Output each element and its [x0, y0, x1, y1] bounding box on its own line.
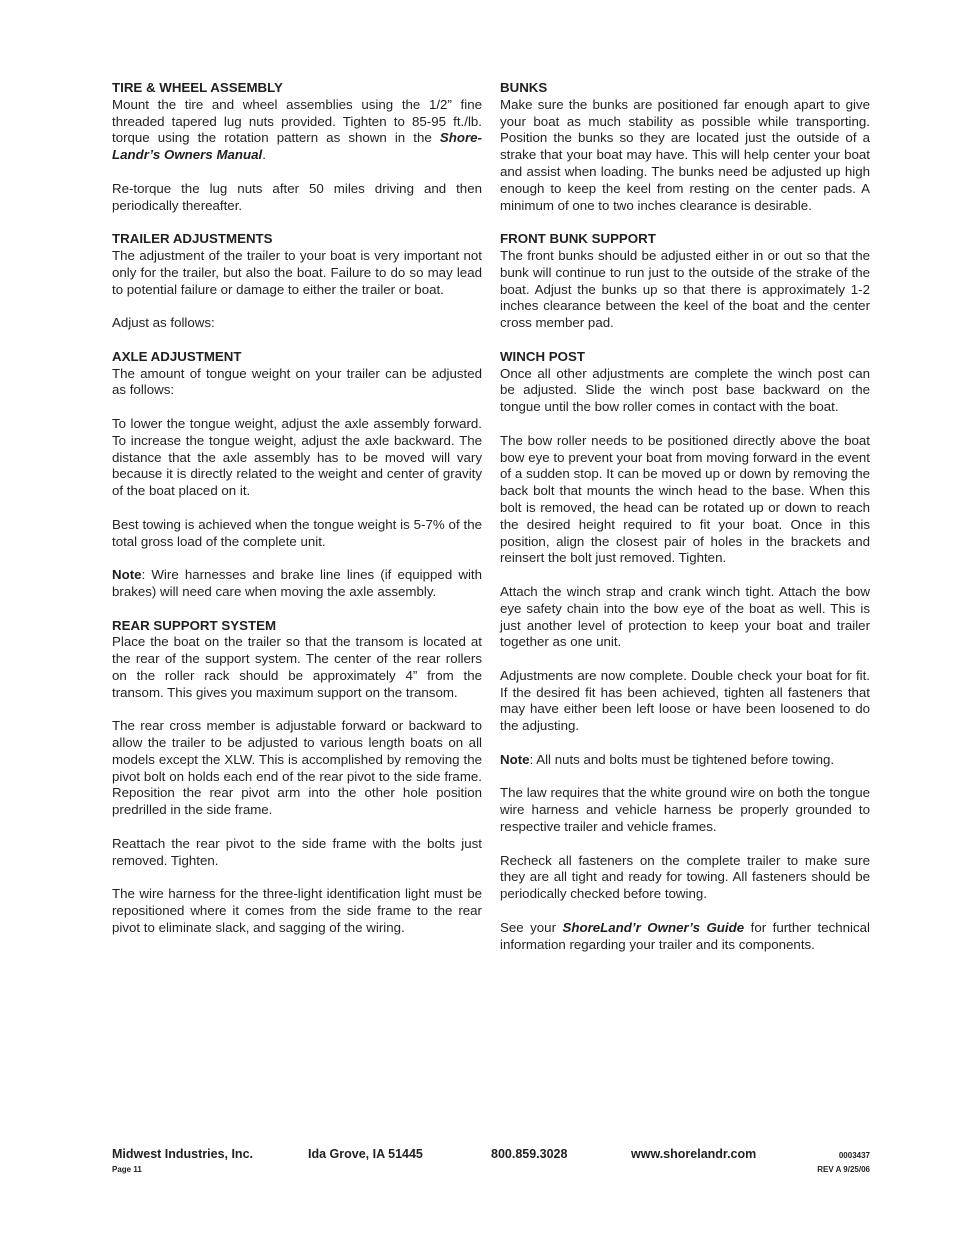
front-bunk-section	[500, 231, 870, 332]
bunks-paragraph-1: Make sure the bunks are positioned far enough apart to give your boat as much stability as possible while transporting. Position the bunks so they are located just the outside of a strake that your boat may have. This will help center your boat and assist when loading. The bunks need be adjusted up high enough to keep the keel from resting on the center pads. A minimum of one to two inches clearance is desirable.	[500, 96, 870, 213]
rear-support-paragraph-1: Place the boat on the trailer so that the transom is located at the rear of the support system. The center of the rear rollers on the roller rack should be approximately 4” from the transom. This gives you maximum support on the transom.	[112, 634, 482, 700]
rear-support-heading: REAR SUPPORT SYSTEM	[112, 617, 277, 633]
page-footer	[112, 1147, 870, 1177]
trailer-adjustments-paragraph-2: Adjust as follows:	[112, 315, 215, 331]
trailer-adjustments-section	[112, 231, 482, 332]
tire-wheel-paragraph-2: Re-torque the lug nuts after 50 miles driving and then periodically thereafter.	[112, 180, 482, 213]
axle-paragraph-2: To lower the tongue weight, adjust the axle assembly forward. To increase the tongue weight, adjust the axle backward. The distance that the axle assembly has to be moved will vary because it is directly related to the weight and center of gravity of the boat placed on it.	[112, 415, 482, 499]
winch-paragraph-5: The law requires that the white ground wire on both the tongue wire harness and vehicle harness be properly grounded to respective trailer and vehicle frames.	[500, 785, 870, 835]
winch-note	[500, 752, 870, 769]
winch-paragraph-1: Once all other adjustments are complete the winch post can be adjusted. Slide the winch post base backward on the tongue until the bow roller comes in contact with the boat.	[500, 365, 870, 415]
winch-paragraph-6: Recheck all fasteners on the complete trailer to make sure they are all tight and ready for towing. All fasteners should be periodically checked before towing.	[500, 852, 870, 902]
tire-wheel-text: Mount the tire and wheel assemblies using the 1/2” fine threaded tapered lug nuts provided. Tighten to 85-95 ft./lb. torque using the rotation pattern as shown in the	[112, 96, 482, 146]
winch-paragraph-7	[500, 920, 870, 954]
owners-guide-reference: ShoreLand’r Owner’s Guide	[562, 919, 745, 935]
footer-company: Midwest Industries, Inc.	[112, 1147, 253, 1161]
left-column	[112, 80, 482, 953]
axle-note-text: : Wire harnesses and brake line lines (if equipped with brakes) will need care when moving the axle assembly.	[112, 567, 482, 599]
winch-post-heading: WINCH POST	[500, 348, 585, 364]
further-info-text: for further technical information regarding your trailer and its components.	[500, 919, 871, 952]
axle-adjustment-section	[112, 349, 482, 601]
footer-revision: REV A 9/25/06	[817, 1165, 870, 1174]
tire-wheel-section	[112, 80, 482, 214]
owners-manual-reference: Shore-Landr’s Owners Manual	[112, 130, 482, 163]
axle-note-label: Note	[112, 567, 142, 583]
rear-support-paragraph-2: The rear cross member is adjustable forward or backward to allow the trailer to be adjusted to various length boats on all models except the XLW. This is accomplished by removing the pivot bolt on holds each end of the rear pivot to the side frame. Reposition the rear pivot arm into the other hole position predrilled in the side frame.	[112, 718, 482, 818]
winch-paragraph-4: Adjustments are now complete. Double check your boat for fit. If the desired fit has been achieved, tighten all fasteners that may have either been left loose or have been loosened to do the adjusting.	[500, 667, 870, 734]
rear-support-section	[112, 618, 482, 937]
footer-page-number: Page 11	[112, 1165, 142, 1174]
axle-paragraph-3: Best towing is achieved when the tongue weight is 5-7% of the total gross load of the complete unit.	[112, 516, 482, 549]
footer-phone: 800.859.3028	[491, 1147, 568, 1161]
winch-post-section	[500, 349, 870, 954]
footer-contact-row	[112, 1147, 870, 1165]
footer-city: Ida Grove, IA 51445	[308, 1147, 423, 1161]
trailer-adjustments-paragraph-1: The adjustment of the trailer to your boat is very important not only for the trailer, but also the boat. Failure to do so may lead to potential failure or damage to either the trailer or boat.	[112, 247, 482, 297]
tire-wheel-paragraph-1	[112, 97, 482, 164]
tire-wheel-heading: TIRE & WHEEL ASSEMBLY	[112, 80, 283, 95]
axle-paragraph-1: The amount of tongue weight on your trailer can be adjusted as follows:	[112, 365, 482, 398]
bunks-section	[500, 80, 870, 214]
rear-support-paragraph-4: The wire harness for the three-light identification light must be repositioned where it comes from the side frame to the rear pivot to eliminate slack, and sagging of the wiring.	[112, 886, 482, 935]
winch-paragraph-3: Attach the winch strap and crank winch tight. Attach the bow eye safety chain into the bow eye of the boat as well. This is just another level of protection to keep your boat and trailer together as one unit.	[500, 583, 870, 650]
front-bunk-heading: FRONT BUNK SUPPORT	[500, 231, 656, 247]
bunks-heading: BUNKS	[500, 80, 548, 95]
axle-adjustment-heading: AXLE ADJUSTMENT	[112, 348, 242, 364]
winch-paragraph-2: The bow roller needs to be positioned directly above the boat bow eye to prevent your boat from moving forward in the event of a sudden stop. It can be moved up or down by removing the back bolt that mounts the winch head to the base. When this bolt is removed, the head can be rotated up or down to reach the desired height required to fit your boat. Once in this position, align the closest pair of holes in the brackets and reinsert the bolt just removed. Tighten.	[500, 432, 870, 566]
right-column	[500, 80, 870, 970]
footer-website: www.shorelandr.com	[631, 1147, 757, 1161]
trailer-adjustments-heading: TRAILER ADJUSTMENTS	[112, 231, 273, 247]
tire-wheel-period: .	[262, 147, 266, 163]
front-bunk-paragraph-1: The front bunks should be adjusted either in or out so that the bunk will continue to run just to the outside of the strake of the boat. Adjust the bunks up so that there is approximately 1-2 inches clearance between the keel of the boat and the center cross member pad.	[500, 247, 870, 331]
see-your-text: See your	[500, 919, 563, 935]
footer-meta-row	[112, 1165, 870, 1177]
rear-support-paragraph-3: Reattach the rear pivot to the side frame with the bolts just removed. Tighten.	[112, 835, 482, 868]
winch-note-label: Note	[500, 751, 530, 767]
axle-note	[112, 567, 482, 601]
footer-doc-number: 0003437	[838, 1151, 870, 1160]
winch-note-text: : All nuts and bolts must be tightened before towing.	[529, 751, 835, 767]
